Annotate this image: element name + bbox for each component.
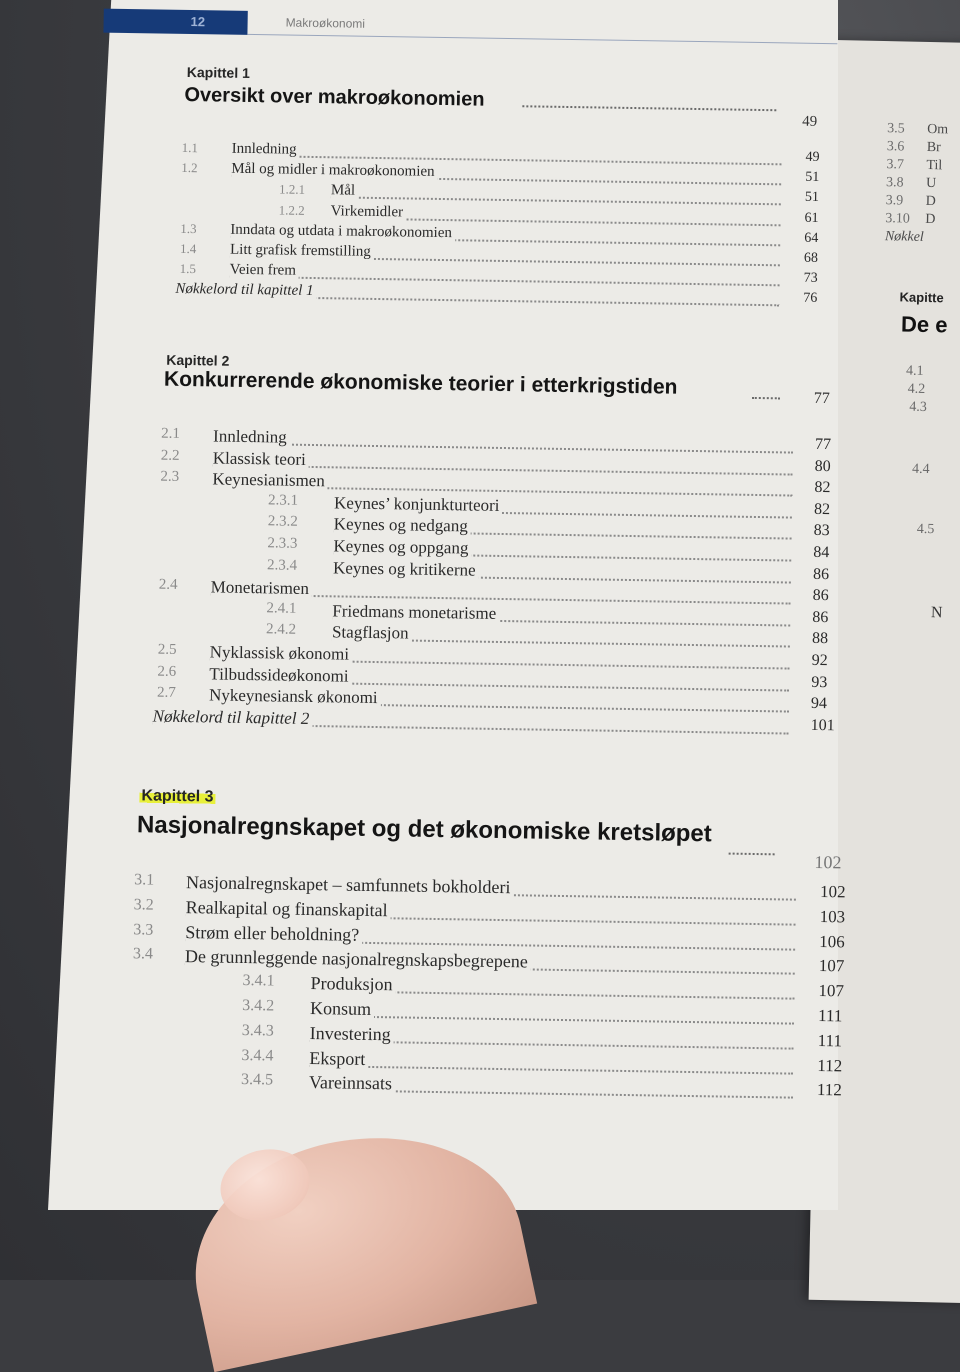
section-title: Keynes’ konjunkturteori [334, 493, 503, 516]
page-ref: 106 [819, 931, 845, 952]
section-number: 2.3.3 [267, 535, 298, 552]
page-ref: 64 [804, 230, 819, 246]
page-ref: 112 [816, 1080, 842, 1100]
section-title: Nyklassisk økonomi [210, 642, 353, 664]
section-title: Innledning [231, 141, 299, 159]
section-number: 2.3.2 [267, 513, 298, 531]
section-title: Strøm eller beholdning? [185, 922, 362, 946]
page-ref: 51 [804, 190, 820, 206]
section-title: Monetarismen [211, 578, 313, 600]
section-title: Realkapital og finanskapital [186, 897, 391, 921]
right-toc-row: 3.5 Om [886, 121, 949, 138]
header-rule [247, 34, 837, 44]
page-ref: 94 [810, 695, 828, 713]
section-title: Nøkkelord til kapittel 2 [153, 706, 313, 729]
right-toc-row: 3.8 U [885, 175, 937, 192]
section-number: 2.5 [157, 641, 177, 658]
section-title: Keynes og oppgang [333, 536, 471, 558]
section-number: 1.5 [179, 261, 197, 277]
header-bar [103, 9, 247, 35]
chapter-label: Kapittel 2 [166, 351, 230, 369]
page-ref: 93 [811, 673, 828, 691]
running-header: Makroøkonomi [285, 15, 366, 31]
chapter-label: Kapittel 1 [186, 63, 250, 81]
right-sub-number: 4.4 [911, 461, 930, 478]
section-number: 2.3.1 [267, 492, 299, 509]
page-ref: 111 [817, 1030, 843, 1051]
right-chapter-title: De e [900, 311, 948, 338]
section-title: Stagflasjon [332, 623, 412, 644]
section-number: 1.4 [179, 240, 197, 257]
page-ref: 73 [803, 270, 818, 287]
section-number: 3.4.5 [240, 1071, 274, 1089]
page-ref: 76 [803, 291, 818, 307]
section-title: Nasjonalregnskapet – samfunnets bokholderi [186, 872, 514, 898]
section-number: 2.7 [156, 684, 176, 702]
section-title: Nøkkelord til kapittel 1 [175, 281, 316, 300]
page-ref: 68 [803, 250, 819, 266]
right-toc-row: Nøkkel [884, 229, 924, 245]
page-ref: 107 [818, 956, 845, 976]
section-title: Innledning [213, 426, 290, 447]
section-title: Investering [310, 1023, 394, 1045]
section-number: 3.4.1 [242, 972, 275, 990]
page-ref: 92 [811, 651, 828, 670]
page-ref: 86 [812, 565, 830, 583]
section-number: 1.2.2 [278, 202, 305, 218]
page-ref: 82 [813, 500, 831, 518]
section-title: Inndata og utdata i makroøkonomien [230, 221, 455, 242]
section-number: 3.4.2 [242, 996, 275, 1015]
chapter-title: Nasjonalregnskapet og det økonomiske kretsløpet [136, 811, 712, 848]
section-number: 2.6 [157, 663, 177, 680]
section-title: Mål [331, 183, 358, 200]
page-ref: 103 [819, 906, 846, 927]
right-chapter-label: Kapitte [899, 289, 944, 306]
page-ref: 51 [805, 169, 820, 186]
page-ref: 83 [813, 522, 830, 540]
page-ref: 102 [819, 882, 846, 902]
right-toc-row: 3.7 Til [886, 157, 943, 174]
section-title: Vareinnsats [309, 1072, 395, 1094]
section-number: 2.1 [161, 425, 181, 442]
right-extra-text: N [930, 604, 943, 622]
section-title: De grunnleggende nasjonalregnskapsbegrepene [185, 946, 531, 972]
section-title: Veien frem [230, 262, 299, 280]
page-ref: 77 [814, 435, 832, 454]
section-number: 3.4 [132, 945, 154, 963]
section-number: 2.4.1 [266, 600, 297, 617]
page-ref: 82 [814, 479, 831, 497]
section-number: 1.3 [180, 220, 197, 236]
section-number: 2.3.4 [266, 556, 298, 574]
page-ref: 101 [810, 716, 835, 735]
page-number: 12 [190, 14, 206, 30]
page-ref: 84 [813, 543, 830, 562]
section-number: 2.2 [160, 447, 180, 464]
section-number: 3.4.4 [241, 1046, 274, 1065]
page-ref: 88 [811, 630, 829, 648]
right-toc-row: 3.10 D [885, 211, 936, 228]
section-number: 2.3 [160, 468, 180, 486]
chapter-leader [522, 105, 776, 111]
section-title: Tilbudssideøkonomi [209, 664, 351, 686]
right-toc-row: 3.6 Br [886, 139, 941, 156]
right-sub-number: 4.2 [907, 381, 926, 397]
section-number: 1.2 [181, 160, 198, 176]
section-title: Nykeynesiansk økonomi [209, 686, 381, 709]
section-number: 3.3 [133, 920, 154, 939]
chapter-page: 102 [814, 851, 842, 873]
page-ref: 49 [805, 149, 820, 165]
section-title: Keynes og nedgang [334, 515, 471, 537]
chapter-page: 77 [813, 389, 830, 408]
section-number: 3.4.3 [241, 1021, 274, 1040]
section-number: 2.4.2 [265, 621, 297, 639]
chapter-leader [752, 397, 780, 399]
section-title: Friedmans monetarisme [332, 601, 499, 624]
section-title: Virkemidler [331, 203, 407, 221]
section-title: Konsum [310, 998, 374, 1020]
right-sub-number: 4.1 [905, 363, 924, 379]
right-toc-row: 3.9 D [885, 193, 936, 210]
chapter-title: Oversikt over makroøkonomien [184, 83, 485, 111]
section-number: 3.2 [133, 896, 154, 914]
page-ref: 80 [814, 457, 831, 475]
section-title: Keynes og kritikerne [333, 558, 479, 580]
page-ref: 61 [804, 210, 819, 226]
chapter-leader [729, 853, 775, 856]
section-number: 1.1 [181, 139, 199, 156]
page-ref: 107 [818, 981, 845, 1001]
right-sub-number: 4.3 [909, 399, 927, 416]
chapter-title: Konkurrerende økonomiske teorier i etterkrigstiden [163, 367, 678, 399]
section-title: Produksjon [310, 973, 395, 995]
table-of-contents [29, 0, 846, 1216]
right-sub-number: 4.5 [916, 521, 935, 538]
section-title: Klassisk teori [213, 448, 309, 470]
section-title: Eksport [309, 1048, 368, 1070]
section-number: 2.4 [158, 576, 178, 594]
chapter-page: 49 [802, 113, 818, 130]
section-title: Keynesianismen [212, 470, 328, 492]
chapter-label: Kapittel 3 [139, 787, 215, 806]
section-number: 3.1 [134, 871, 155, 889]
page-ref: 86 [812, 608, 829, 626]
section-title: Litt grafisk fremstilling [230, 242, 374, 261]
page-ref: 112 [817, 1055, 843, 1075]
page-ref: 111 [817, 1006, 843, 1026]
page-ref: 86 [812, 587, 829, 605]
section-number: 1.2.1 [278, 181, 306, 198]
section-title: Mål og midler i makroøkonomien [231, 161, 438, 181]
